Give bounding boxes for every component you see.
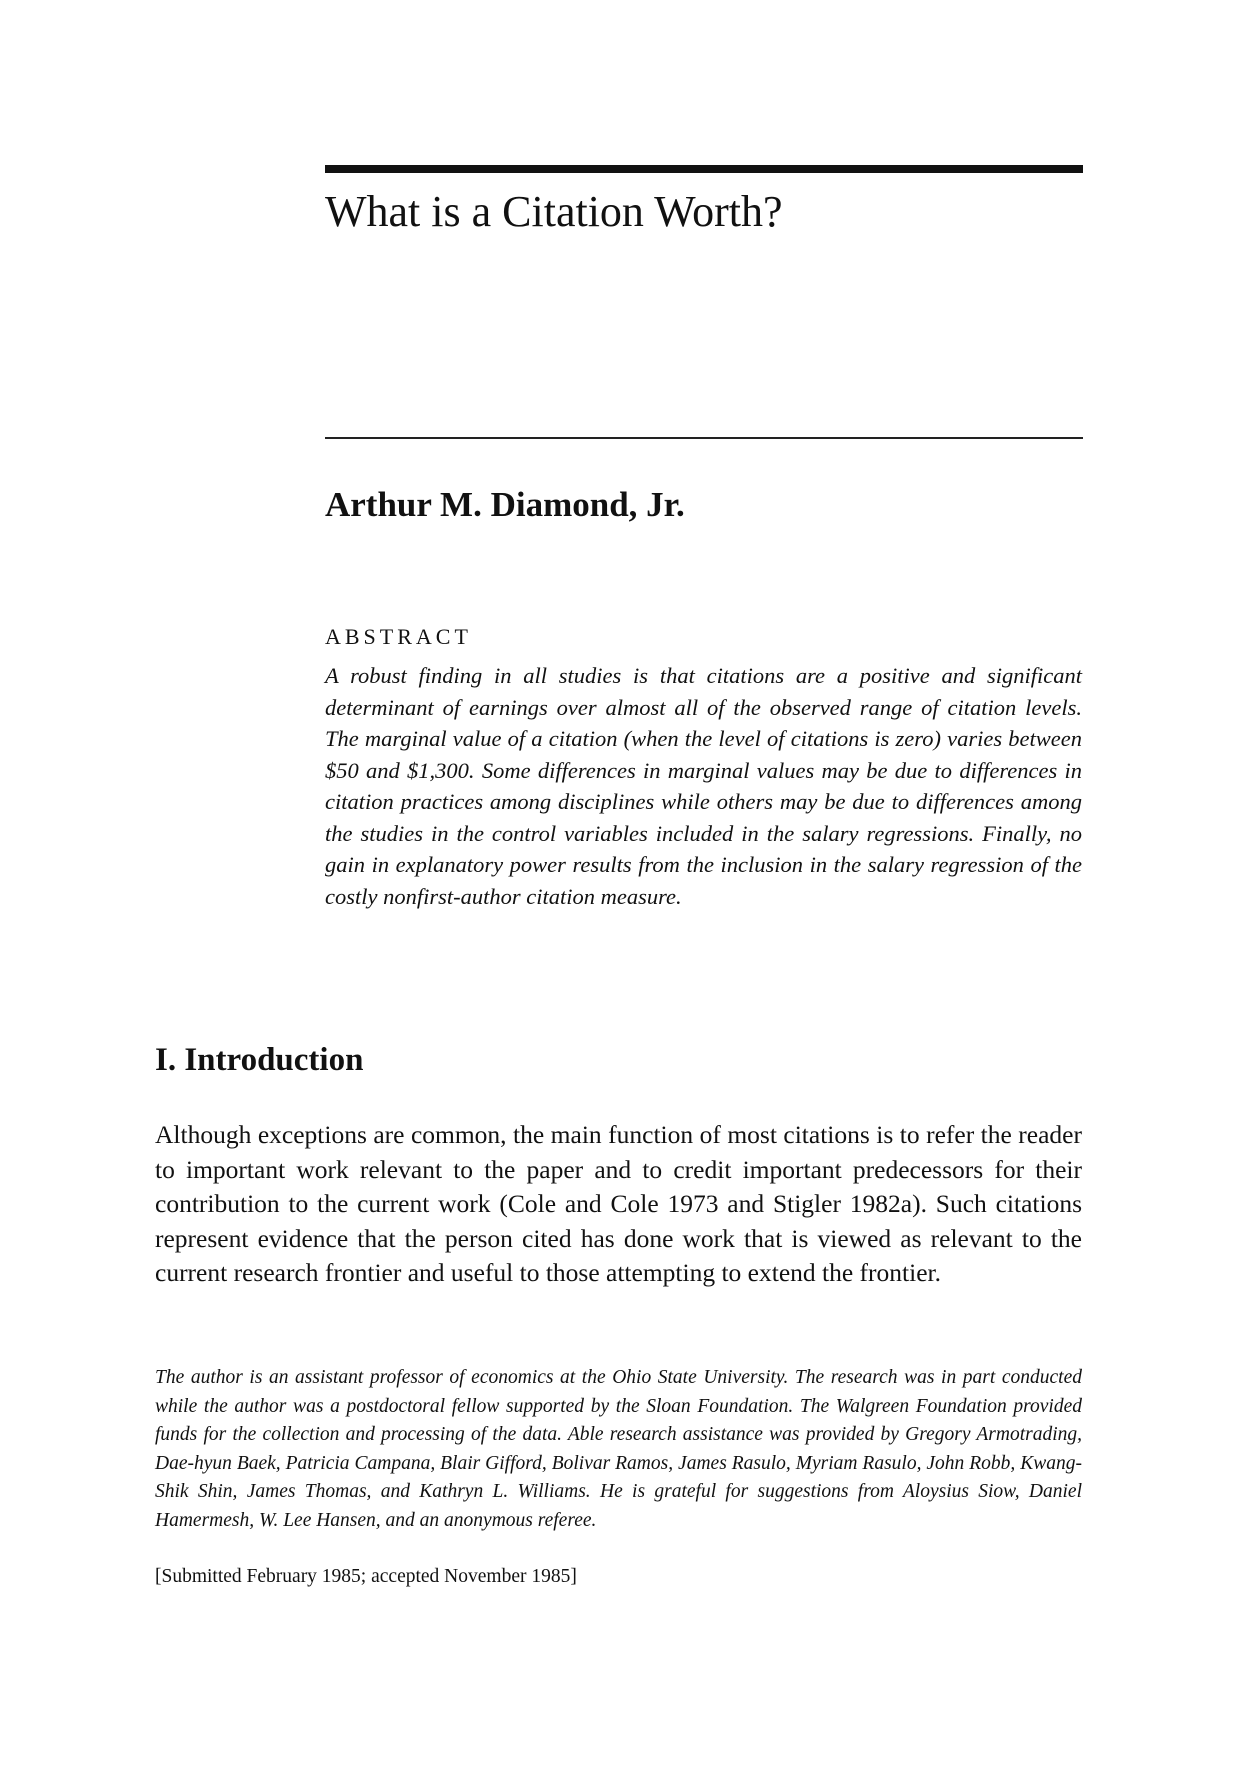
article-title: What is a Citation Worth? bbox=[325, 187, 783, 236]
author-divider-rule bbox=[325, 437, 1083, 439]
section-heading-introduction: I. Introduction bbox=[155, 1042, 364, 1078]
abstract-text: A robust finding in all studies is that citations are a positive and significant determinant of earnings over almost all of the observed range of citation levels. The marginal value of a citation (when the level of citations is zero) varies between $50 and $1,300. Some differences in marginal values may be due to differences in citation practices among disciplines while others may be due to differences among the studies in the control variables included in the salary regressions. Finally, no gain in explanatory power results from the inclusion in the salary regression of the costly nonfirst-author citation measure. bbox=[325, 663, 1082, 909]
abstract-heading: ABSTRACT bbox=[325, 624, 472, 649]
title-top-rule bbox=[325, 165, 1083, 173]
introduction-paragraph: Although exceptions are common, the main function of most citations is to refer the reader to important work relevant to the paper and to credit important predecessors for their contribution to the current work (Cole and Cole 1973 and Stigler 1982a). Such citations represent evidence that the person cited has done work that is viewed as relevant to the current research frontier and useful to those attempting to extend the frontier. bbox=[155, 1120, 1082, 1287]
author-footnote: The author is an assistant professor of economics at the Ohio State University. The research was in part conducted while the author was a postdoctoral fellow supported by the Sloan Foundation. The Walgreen Foundation provided funds for the collection and processing of the data. Able research assistance was provided by Gregory Armotrading, Dae-hyun Baek, Patricia Campana, Blair Gifford, Bolivar Ramos, James Rasulo, Myriam Rasulo, John Robb, Kwang-Shik Shin, James Thomas, and Kathryn L. Williams. He is grateful for suggestions from Aloysius Siow, Daniel Hamermesh, W. Lee Hansen, and an anonymous referee. bbox=[155, 1367, 1082, 1531]
author-name: Arthur M. Diamond, Jr. bbox=[325, 485, 685, 524]
submission-dates: [Submitted February 1985; accepted November 1985] bbox=[155, 1566, 577, 1587]
